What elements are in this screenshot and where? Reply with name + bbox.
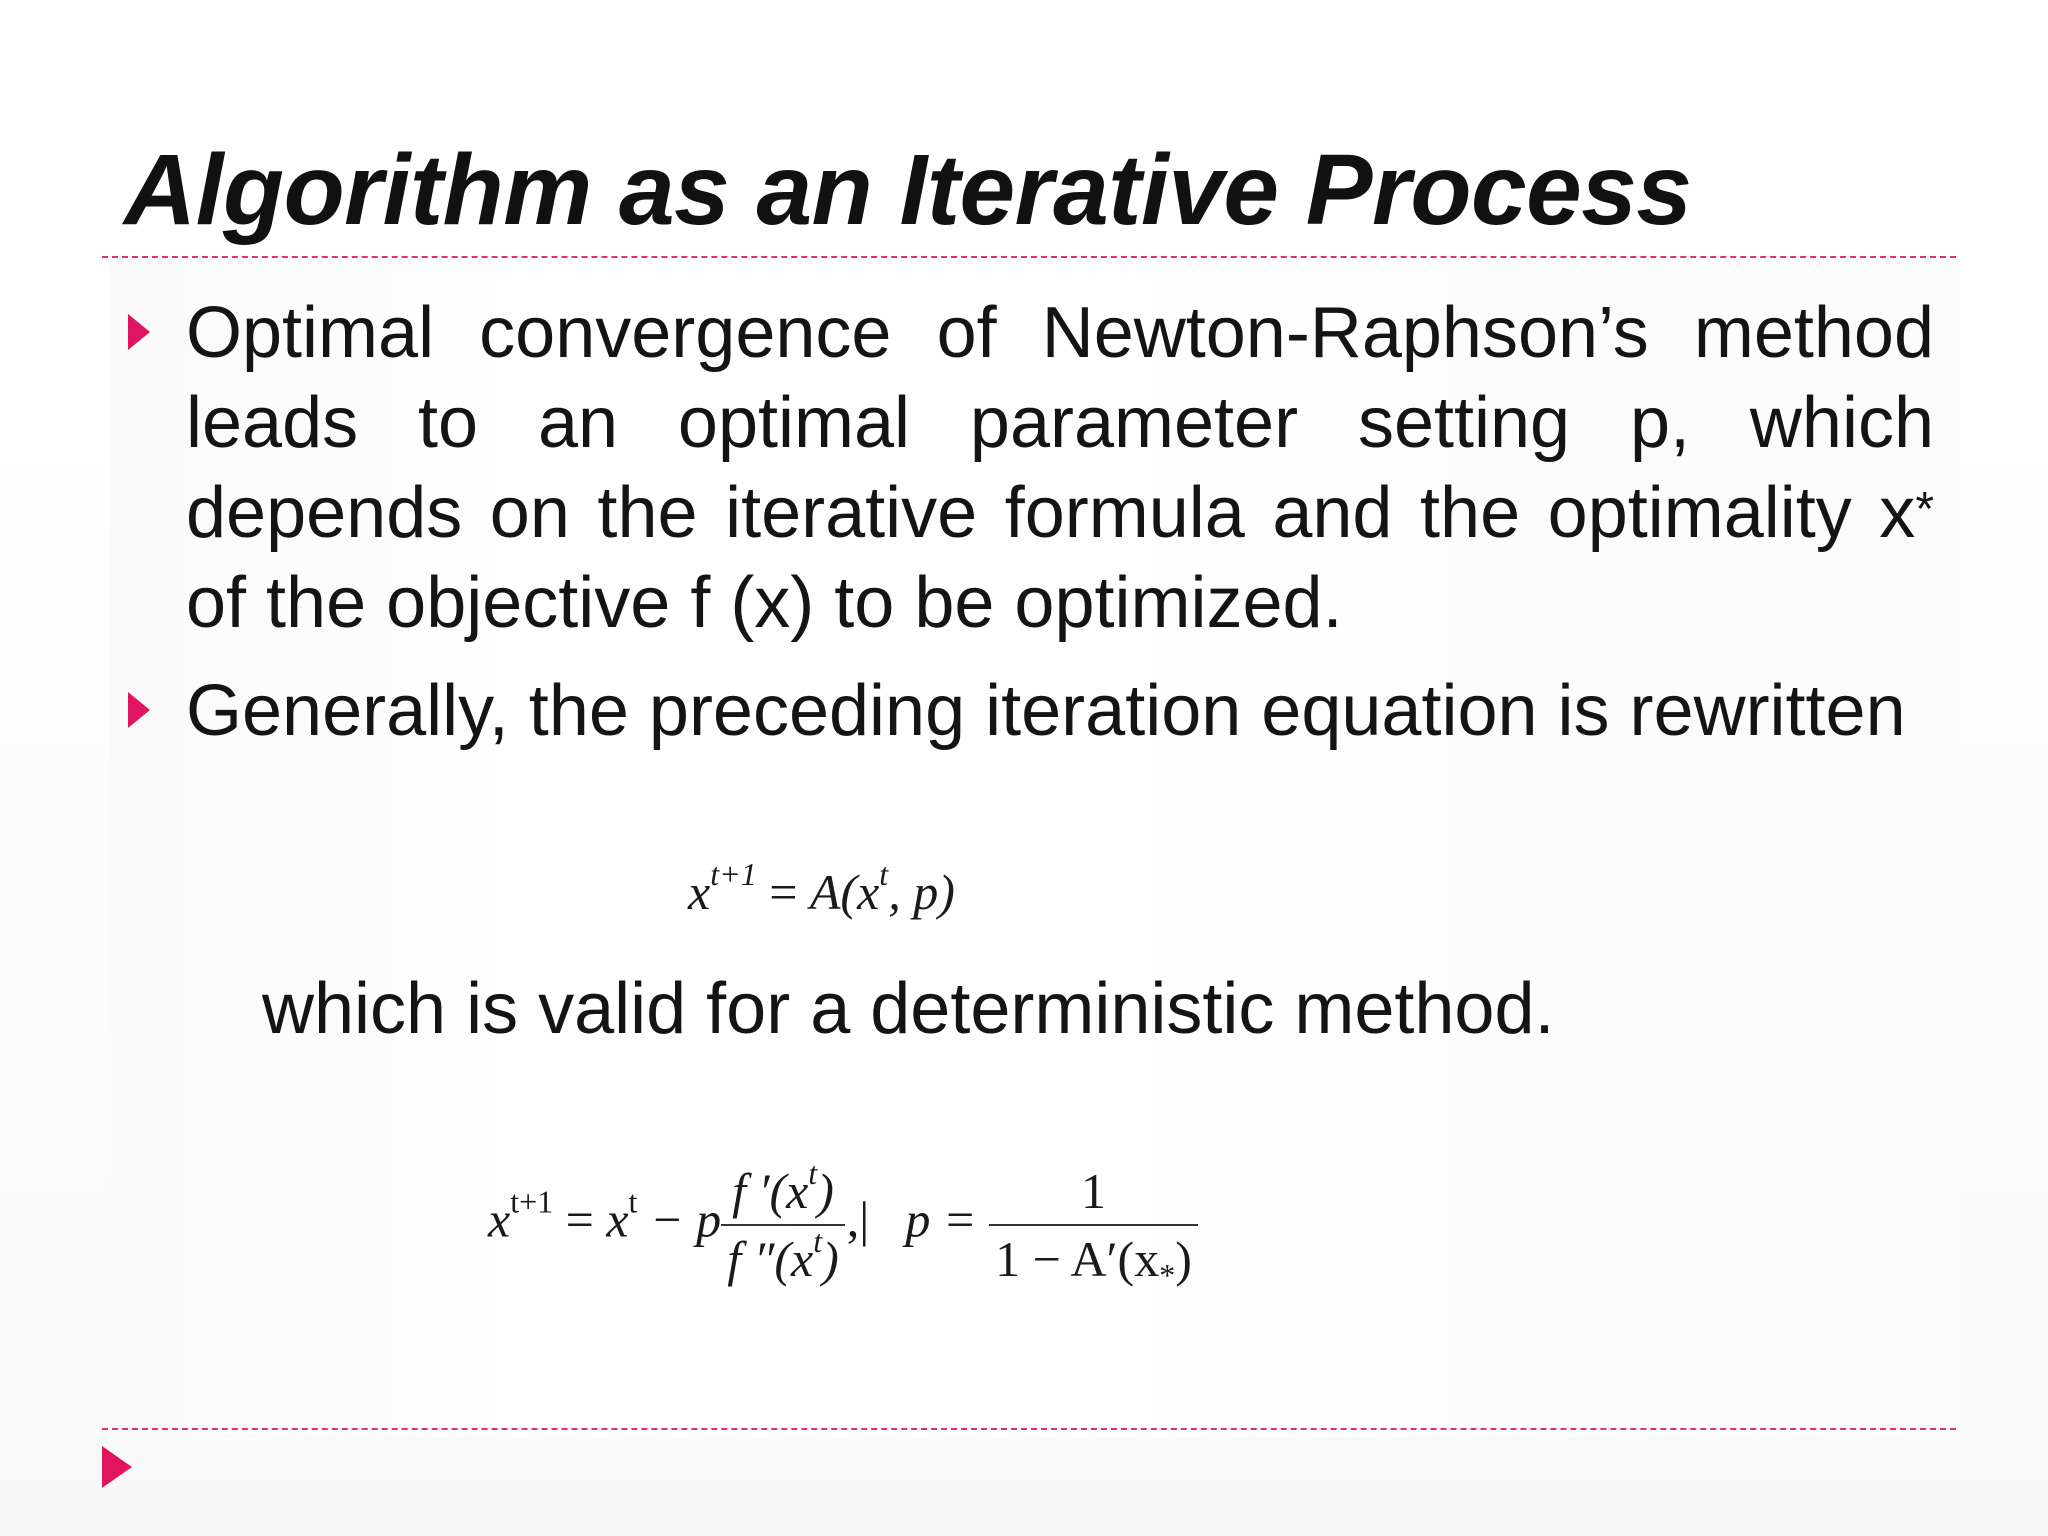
- derivative-fraction: [721, 1155, 845, 1288]
- eq1-rest: , p): [888, 864, 955, 920]
- eq1-lhs-sup: t+1: [710, 856, 757, 892]
- footer-arrow-icon: [102, 1446, 132, 1488]
- eq2-lhs: x: [488, 1191, 511, 1248]
- frac-denominator-sup: t: [813, 1223, 823, 1259]
- eq1-lhs: x: [688, 864, 711, 920]
- bullet-paragraph-2: Generally, the preceding iteration equation is rewritten: [186, 671, 1906, 751]
- bullet-1-text: Optimal convergence of Newton-Raphson’s method leads to an optimal parameter setting p, which depends on the iterative formula and the optimality x: [186, 293, 1934, 553]
- equation-iteration: [688, 856, 955, 922]
- eq2-separator: ,|: [846, 1191, 870, 1248]
- p-equals: p =: [905, 1191, 990, 1248]
- p-denominator-sub: *: [1159, 1257, 1176, 1293]
- bullet-paragraph-1: [186, 288, 1934, 648]
- frac-denominator: f ″(x: [727, 1231, 814, 1287]
- optimality-superscript: *: [1915, 483, 1934, 536]
- eq1-equals: =: [756, 864, 810, 920]
- equation-note: which is valid for a deterministic method.: [262, 969, 1555, 1049]
- eq2-lhs-sup: t+1: [510, 1183, 554, 1220]
- eq1-arg: x: [857, 864, 880, 920]
- eq2-equals: =: [553, 1191, 607, 1248]
- frac-denominator-close: ): [822, 1231, 839, 1287]
- bullet-arrow-icon: [128, 692, 150, 728]
- bullet-1-text-end: of the objective f (x) to be optimized.: [186, 563, 1343, 643]
- eq2-rhs: x: [606, 1191, 629, 1248]
- frac-numerator-close: ): [817, 1163, 834, 1219]
- p-denominator-close: ): [1175, 1231, 1192, 1287]
- p-fraction: [989, 1162, 1198, 1293]
- frac-numerator-sup: t: [808, 1155, 818, 1191]
- eq1-func: A(: [809, 864, 858, 920]
- equation-newton-raphson: [488, 1155, 1198, 1293]
- eq1-arg-sup: t: [879, 856, 889, 892]
- footer-divider: [102, 1428, 1956, 1430]
- p-denominator: 1 − A′(x: [995, 1231, 1160, 1287]
- p-numerator: 1: [989, 1162, 1198, 1226]
- frac-numerator: f ′(x: [732, 1163, 809, 1219]
- title-divider: [102, 256, 1956, 258]
- eq2-rhs-sup: t: [628, 1183, 638, 1220]
- bullet-arrow-icon: [128, 314, 150, 350]
- eq2-minus-p: − p: [637, 1191, 722, 1248]
- slide-title: Algorithm as an Iterative Process: [124, 134, 1692, 246]
